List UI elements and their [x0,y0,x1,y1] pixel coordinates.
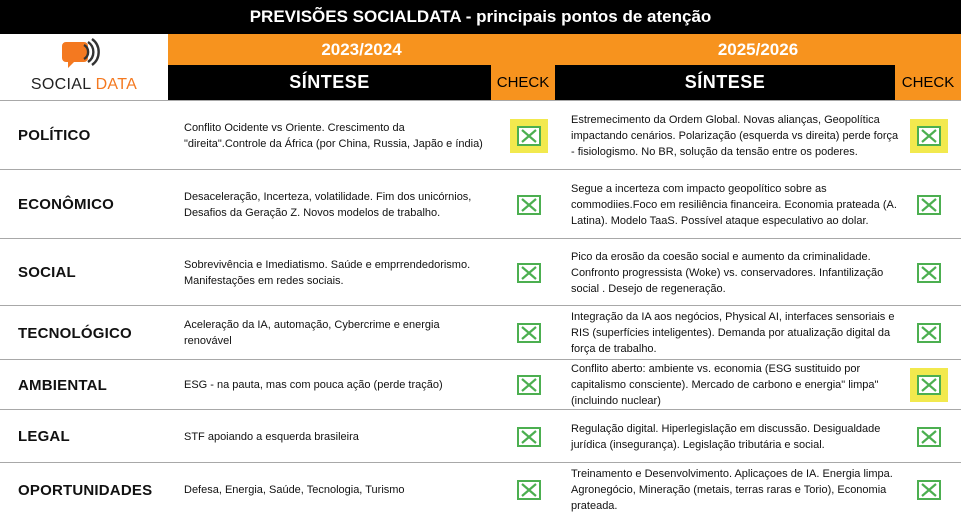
synthesis-2023-text: Conflito Ocidente vs Oriente. Crescimento da "direita".Controle da África (por China, Russia, Japão e índia) [184,121,483,150]
synthesis-2023-cell [184,101,484,170]
row-label: OPORTUNIDADES [18,481,153,499]
logo-text-social: SOCIAL [30,76,91,93]
synthesis-2025-text: Treinamento e Desenvolvimento. Aplicaçoes de IA. Energia limpa. Agronegócio, Mineração (metais, terras raras e Torio), Economia prateada. [571,468,893,512]
table-row [0,238,961,306]
check-2025-box-icon [917,375,941,395]
check-2023-box-icon [517,427,541,447]
table-row [0,100,961,170]
check-header-2023: CHECK [491,65,555,100]
synthesis-2025-cell [571,410,899,463]
synthesis-2025-text: Segue a incerteza com impacto geopolítico sobre as commodiies.Foco em resiliência financeira. Economia prateada (A. Latina). Modelo TaaS. Possível ataque especulativo ao dolar. [571,182,897,227]
synthesis-2025-text: Integração da IA aos negócios, Physical AI, interfaces sensoriais e RIS (superfícies inteligentes). Demanda por atualização digital da força de trabalho. [571,311,895,355]
check-2025-box-icon [917,323,941,343]
synthesis-2023-text: ESG - na pauta, mas com pouca ação (perde tração) [184,379,443,391]
check-2023-box-icon [517,126,541,146]
socialdata-logo [0,34,168,100]
check-2025-box-icon [917,263,941,283]
synthesis-2025-text: Estremecimento da Ordem Global. Novas alianças, Geopolítica impactando cenários. Polarização (esquerda vs direita) perde força - fisiologismo. No BR, solução da tensão entre os poderes. [571,113,899,158]
synthesis-header-2023: SÍNTESE [168,65,491,100]
synthesis-2025-cell [571,360,899,410]
row-label: POLÍTICO [18,127,91,144]
synthesis-2025-cell [571,306,899,360]
synthesis-2023-text: STF apoiando a esquerda brasileira [184,430,359,443]
check-2023-box-icon [517,375,541,395]
synthesis-2025-cell [571,101,899,170]
page-title: PREVISÕES SOCIALDATA - principais pontos de atenção [0,0,961,34]
check-2025-box-icon [917,126,941,146]
synthesis-2023-cell [184,239,484,306]
table-row [0,359,961,410]
row-label: ECONÔMICO [18,196,114,213]
synthesis-2025-cell [571,170,899,239]
table-row [0,409,961,463]
synthesis-2023-text: Aceleração da IA, automação, Cybercrime e energia renovável [184,319,440,347]
check-header-2025: CHECK [895,65,961,100]
row-label: TECNOLÓGICO [18,324,132,342]
synthesis-2023-cell [184,410,484,463]
speech-bubble-logo-icon [62,38,106,72]
check-2025-box-icon [917,427,941,447]
period-2023-header: 2023/2024 [168,34,555,65]
check-2023-box-icon [517,263,541,283]
synthesis-2023-cell [184,463,484,517]
synthesis-2023-cell [184,170,484,239]
table-row [0,305,961,360]
check-2023-box-icon [517,195,541,215]
synthesis-2023-text: Sobrevivência e Imediatismo. Saúde e emprrendedorismo. Manifestações em redes sociais. [184,258,471,287]
synthesis-2023-cell [184,360,484,410]
check-2023-box-icon [517,480,541,500]
logo-wordmark [0,76,168,94]
synthesis-2025-text: Pico da erosão da coesão social e aumento da criminalidade. Confronto progressista (Woke) vs. conservadores. Infantilização social . Desejo de regeneração. [571,250,884,295]
synthesis-2025-text: Regulação digital. Hiperlegislação em discussão. Desigualdade jurídica (insegurança). Legislação tributária e social. [571,422,881,451]
synthesis-header-2025: SÍNTESE [555,65,895,100]
synthesis-2023-text: Desaceleração, Incerteza, volatilidade. Fim dos unicórnios, Desafios da Geração Z. Novos modelos de trabalho. [184,190,472,219]
table-row [0,169,961,239]
synthesis-2025-cell [571,463,899,517]
check-2023-box-icon [517,323,541,343]
row-label: LEGAL [18,428,70,445]
synthesis-2023-text: Defesa, Energia, Saúde, Tecnologia, Turismo [184,484,405,496]
synthesis-2025-cell [571,239,899,306]
logo-text-data: DATA [95,76,138,93]
check-2025-box-icon [917,480,941,500]
period-2025-header: 2025/2026 [555,34,961,65]
synthesis-2023-cell [184,306,484,360]
synthesis-2025-text: Conflito aberto: ambiente vs. economia (ESG sustituido por capitalismo consciente). Mercado de carbono e energia" limpa" (incluindo nuclear) [571,363,879,407]
row-label: SOCIAL [18,264,76,281]
row-label: AMBIENTAL [18,376,108,394]
check-2025-box-icon [917,195,941,215]
table-row [0,462,961,517]
